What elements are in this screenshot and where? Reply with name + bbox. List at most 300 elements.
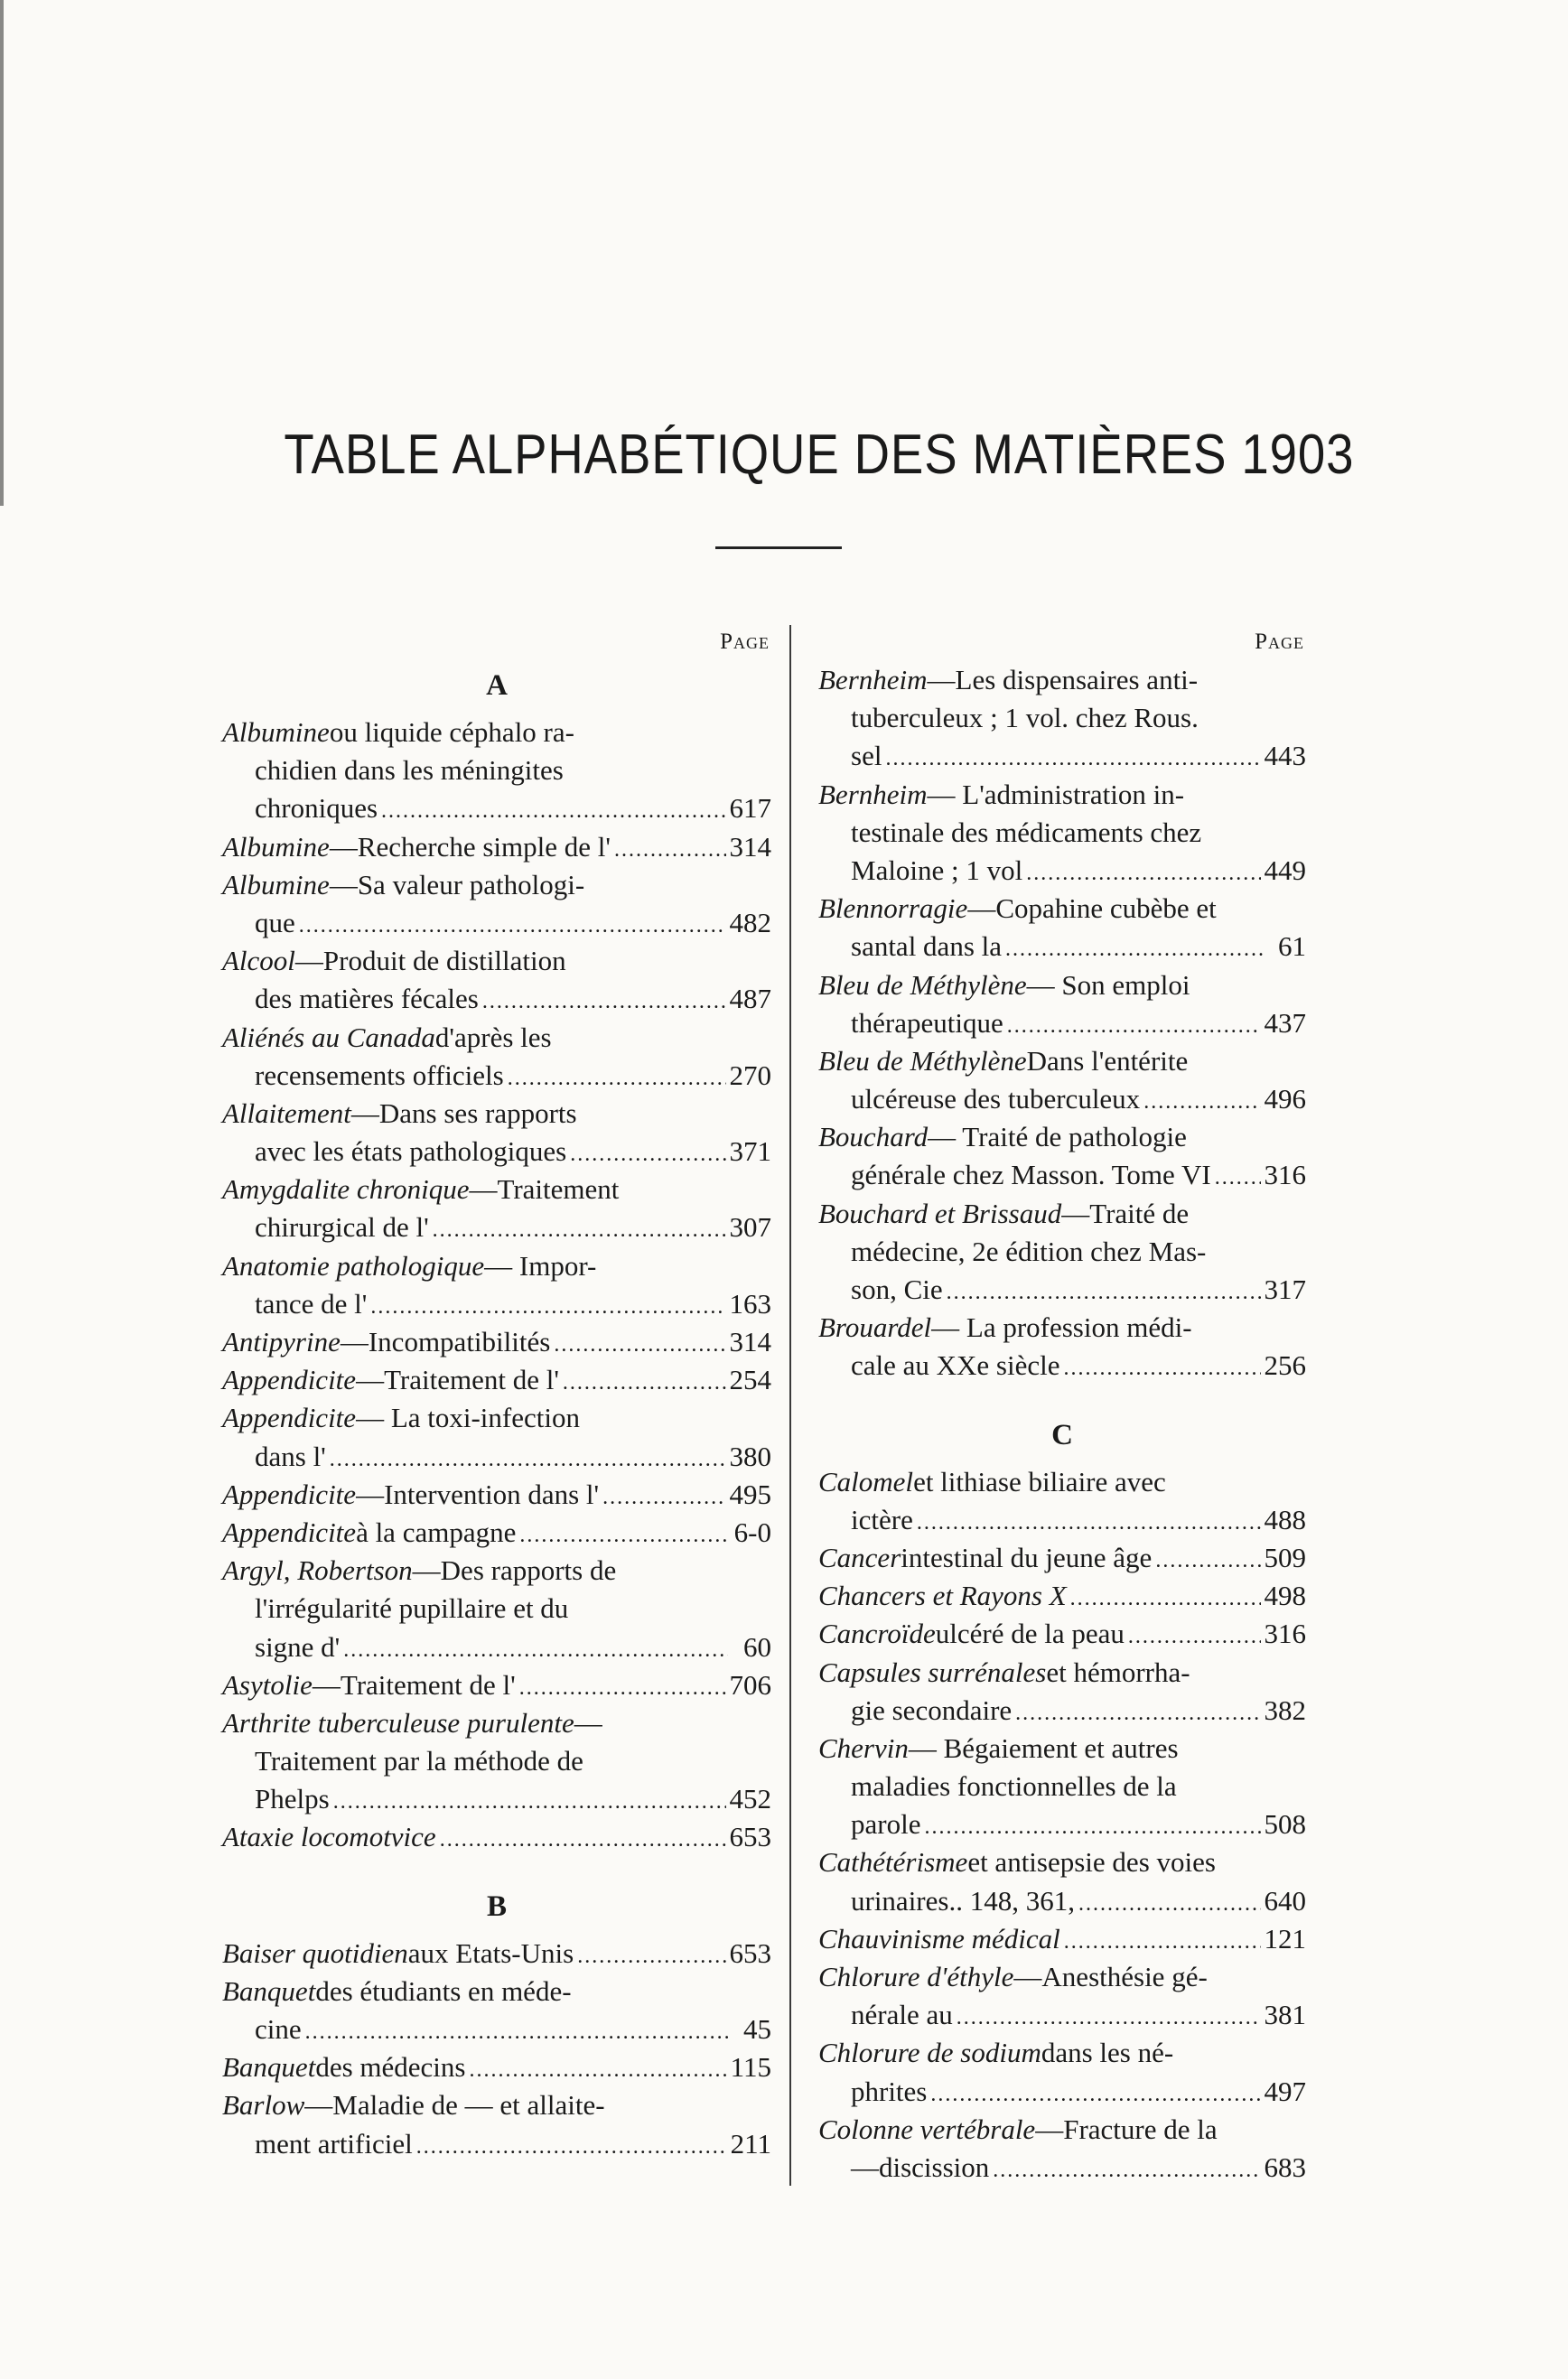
entry-term: Asytolie bbox=[222, 1668, 313, 1701]
entry-line bbox=[818, 1730, 1306, 1768]
index-entry bbox=[818, 661, 1306, 776]
entry-term: Colonne vertébrale bbox=[818, 2113, 1036, 2145]
page-number: 45 bbox=[743, 2013, 771, 2045]
index-entry bbox=[818, 1920, 1306, 1958]
index-entry bbox=[818, 1577, 1306, 1615]
entry-line bbox=[222, 904, 771, 942]
page-number: 496 bbox=[1264, 1083, 1306, 1115]
entry-line bbox=[818, 852, 1306, 890]
entry-text: sel bbox=[851, 740, 882, 772]
leader-dots bbox=[299, 907, 726, 945]
leader-dots bbox=[957, 1999, 1261, 2037]
entry-line bbox=[222, 1247, 771, 1285]
entry-line bbox=[222, 1704, 771, 1742]
entry-text: —Fracture de la bbox=[1035, 2113, 1218, 2145]
entry-line bbox=[818, 1463, 1306, 1501]
entry-line bbox=[818, 2149, 1306, 2187]
leader-dots bbox=[519, 1516, 728, 1554]
entry-line bbox=[222, 1399, 771, 1437]
index-entry bbox=[222, 866, 771, 942]
page-number: 495 bbox=[729, 1478, 771, 1510]
leader-dots bbox=[343, 1631, 728, 1669]
entry-line bbox=[818, 1805, 1306, 1843]
page-label: Page bbox=[720, 630, 770, 654]
entry-line bbox=[222, 1935, 771, 1973]
page-number: 508 bbox=[1264, 1808, 1306, 1841]
entry-term: Banquet bbox=[222, 1974, 316, 2007]
page-title: TABLE ALPHABÉTIQUE DES MATIÈRES 1903 bbox=[284, 424, 1355, 486]
index-entry bbox=[818, 1118, 1306, 1194]
entry-text: aux Etats-Unis bbox=[407, 1936, 574, 1969]
entry-text: recensements officiels bbox=[255, 1059, 504, 1091]
page-number: 617 bbox=[729, 792, 771, 825]
leader-dots bbox=[563, 1364, 726, 1402]
entry-term: Bleu de Méthylène bbox=[818, 1044, 1027, 1077]
entry-line bbox=[222, 1780, 771, 1818]
leader-dots bbox=[1128, 1618, 1261, 1656]
entry-term: Barlow bbox=[222, 2089, 305, 2122]
page-number: 653 bbox=[729, 1821, 771, 1853]
page-number: 509 bbox=[1264, 1541, 1306, 1573]
entry-term: Bouchard bbox=[818, 1121, 929, 1153]
index-entry bbox=[818, 1615, 1306, 1653]
entry-text: parole bbox=[851, 1808, 921, 1841]
page-number: 449 bbox=[1264, 854, 1306, 886]
entry-text: cine bbox=[255, 2013, 302, 2045]
page-number: 61 bbox=[1278, 930, 1306, 963]
entry-line bbox=[818, 890, 1306, 928]
page-number: 317 bbox=[1264, 1273, 1306, 1305]
entry-line bbox=[222, 1628, 771, 1666]
entry-line bbox=[818, 2073, 1306, 2111]
entry-text: nérale au bbox=[851, 1999, 953, 2031]
entry-term: Calomel bbox=[818, 1465, 914, 1497]
entry-line bbox=[222, 1438, 771, 1476]
entry-text: et lithiase biliaire avec bbox=[913, 1465, 1166, 1497]
entry-line bbox=[818, 1195, 1306, 1233]
entry-text: générale chez Masson. Tome VI bbox=[851, 1159, 1211, 1191]
entry-term: Albumine bbox=[222, 868, 330, 900]
leader-dots bbox=[577, 1937, 725, 1975]
page-number: 270 bbox=[729, 1059, 771, 1091]
entry-term: Cancer bbox=[818, 1541, 901, 1573]
leader-dots bbox=[440, 1821, 726, 1859]
index-entry bbox=[818, 1195, 1306, 1310]
leader-dots bbox=[1078, 1885, 1261, 1923]
entry-text: ulcéreuse des tuberculeux bbox=[851, 1083, 1141, 1115]
entry-text: à la campagne bbox=[356, 1516, 517, 1548]
entry-line bbox=[818, 1577, 1306, 1615]
entry-term: Appendicite bbox=[222, 1516, 357, 1548]
leader-dots bbox=[1064, 1923, 1261, 1961]
entry-line bbox=[818, 737, 1306, 775]
index-entry bbox=[818, 1654, 1306, 1730]
entry-text: signe d' bbox=[255, 1630, 341, 1663]
entry-text: —Les dispensaires anti- bbox=[927, 664, 1199, 695]
index-entry bbox=[222, 2048, 771, 2086]
page-number: 371 bbox=[729, 1135, 771, 1168]
entry-line bbox=[222, 866, 771, 904]
index-entry bbox=[818, 966, 1306, 1042]
page-number: 314 bbox=[729, 830, 771, 863]
entry-text: tuberculeux ; 1 vol. chez Rous. bbox=[851, 702, 1199, 734]
entry-line bbox=[818, 1347, 1306, 1385]
entry-line bbox=[818, 1920, 1306, 1958]
entry-text: Maloine ; 1 vol bbox=[851, 854, 1023, 886]
entry-text: — La toxi-infection bbox=[356, 1402, 580, 1434]
entry-term: Aliénés au Canada bbox=[222, 1021, 435, 1053]
entry-term: Antipyrine bbox=[222, 1326, 341, 1357]
index-entry bbox=[222, 1514, 771, 1552]
page-edge-mark bbox=[0, 0, 4, 506]
entry-text: des médecins bbox=[315, 2051, 466, 2084]
entry-line bbox=[222, 2086, 771, 2124]
entry-text: chirurgical de l' bbox=[255, 1211, 429, 1244]
leader-dots bbox=[1070, 1580, 1261, 1618]
entry-text: santal dans la bbox=[851, 930, 1003, 963]
entry-term: Bleu de Méthylène bbox=[818, 968, 1027, 1001]
entry-term: Capsules surrénales bbox=[818, 1656, 1047, 1688]
entry-text: avec les états pathologiques bbox=[255, 1135, 567, 1168]
entry-text: — L'administration in- bbox=[927, 778, 1185, 810]
entry-line bbox=[222, 1552, 771, 1590]
index-entry bbox=[818, 1042, 1306, 1118]
leader-dots bbox=[614, 831, 726, 869]
entry-text: urinaires.. 148, 361, bbox=[851, 1884, 1075, 1917]
entry-text: — Son emploi bbox=[1026, 968, 1190, 1001]
leader-dots bbox=[416, 2128, 727, 2166]
entry-line bbox=[818, 1309, 1306, 1347]
entry-text: — Bégaiement et autres bbox=[908, 1731, 1179, 1764]
entry-line bbox=[222, 1973, 771, 2010]
column-divider bbox=[789, 625, 791, 2186]
index-entry bbox=[222, 714, 771, 828]
leader-dots bbox=[370, 1288, 725, 1326]
entry-line bbox=[222, 789, 771, 827]
entry-term: Banquet bbox=[222, 2051, 316, 2084]
entry-text: thérapeutique bbox=[851, 1006, 1003, 1039]
page-number: 382 bbox=[1264, 1693, 1306, 1726]
leader-dots bbox=[1015, 1694, 1260, 1732]
entry-term: Chauvinisme médical bbox=[818, 1922, 1060, 1955]
leader-dots bbox=[1007, 1007, 1261, 1045]
entry-term: Bernheim bbox=[818, 664, 928, 695]
page-number: 640 bbox=[1264, 1884, 1306, 1917]
entry-text: testinale des médicaments chez bbox=[851, 816, 1202, 848]
index-entry bbox=[818, 1309, 1306, 1385]
page-number: 314 bbox=[729, 1326, 771, 1357]
entry-line bbox=[222, 2125, 771, 2163]
entry-term: Ataxie locomotvice bbox=[222, 1821, 436, 1853]
entry-line bbox=[222, 1133, 771, 1171]
entry-text: cale au XXe siècle bbox=[851, 1349, 1060, 1382]
page-number: 443 bbox=[1264, 740, 1306, 772]
leader-dots bbox=[508, 1059, 726, 1097]
entry-text: —Traitement bbox=[469, 1173, 620, 1206]
entry-term: Bouchard et Brissaud bbox=[818, 1197, 1062, 1229]
index-entry bbox=[818, 2034, 1306, 2110]
entry-line bbox=[818, 661, 1306, 699]
index-entry bbox=[818, 1958, 1306, 2034]
page-number: 60 bbox=[743, 1630, 771, 1663]
entry-text: —Intervention dans l' bbox=[356, 1478, 600, 1510]
entry-text: l'irrégularité pupillaire et du bbox=[255, 1592, 569, 1625]
entry-text: — Impor- bbox=[484, 1249, 597, 1282]
entry-text: gie secondaire bbox=[851, 1693, 1013, 1726]
entry-term: Amygdalite chronique bbox=[222, 1173, 470, 1206]
section-gap bbox=[818, 1385, 1306, 1411]
entry-term: Baiser quotidien bbox=[222, 1936, 408, 1969]
entry-text: et antisepsie des voies bbox=[967, 1846, 1216, 1879]
entry-line bbox=[222, 828, 771, 866]
entry-line bbox=[818, 1882, 1306, 1920]
entry-text: ictère bbox=[851, 1503, 913, 1535]
entry-text: Traitement par la méthode de bbox=[255, 1745, 583, 1777]
entry-line bbox=[818, 966, 1306, 1004]
index-entry bbox=[222, 1704, 771, 1819]
entry-text: ou liquide céphalo ra- bbox=[329, 716, 574, 748]
entry-term: Appendicite bbox=[222, 1402, 357, 1434]
entry-line bbox=[818, 776, 1306, 814]
index-entry bbox=[222, 1247, 771, 1323]
leader-dots bbox=[333, 1783, 726, 1821]
entry-line bbox=[222, 714, 771, 751]
leader-dots bbox=[482, 983, 726, 1021]
entry-line bbox=[818, 1080, 1306, 1118]
index-entry bbox=[818, 2111, 1306, 2187]
entry-line bbox=[222, 1208, 771, 1246]
leader-dots bbox=[433, 1211, 726, 1249]
entry-line bbox=[818, 1654, 1306, 1692]
page-number: 437 bbox=[1264, 1006, 1306, 1039]
entry-line bbox=[818, 1271, 1306, 1309]
entry-line bbox=[222, 1285, 771, 1323]
entry-term: Allaitement bbox=[222, 1096, 351, 1129]
page-number: 380 bbox=[729, 1440, 771, 1472]
entry-text: —Copahine cubèbe et bbox=[967, 892, 1217, 925]
entry-line bbox=[222, 1476, 771, 1514]
index-entry bbox=[818, 1843, 1306, 1919]
entry-text: —Anesthésie gé- bbox=[1013, 1961, 1208, 1992]
leader-dots bbox=[519, 1669, 726, 1707]
page-label: Page bbox=[1255, 630, 1304, 654]
index-entry bbox=[818, 890, 1306, 966]
index-entry bbox=[222, 2086, 771, 2162]
entry-text: Phelps bbox=[255, 1783, 330, 1815]
entry-line bbox=[818, 1843, 1306, 1881]
entry-text: tance de l' bbox=[255, 1287, 368, 1320]
entry-text: — Traité de pathologie bbox=[928, 1121, 1187, 1153]
entry-text: —Recherche simple de l' bbox=[329, 830, 611, 863]
entry-text: —Sa valeur pathologi- bbox=[329, 868, 585, 900]
page-number: 488 bbox=[1264, 1503, 1306, 1535]
entry-line bbox=[818, 1996, 1306, 2034]
leader-dots bbox=[1155, 1542, 1260, 1580]
entry-text: ment artificiel bbox=[255, 2127, 413, 2160]
section-gap bbox=[222, 1857, 771, 1882]
right-column bbox=[818, 623, 1306, 2187]
entry-line bbox=[818, 1958, 1306, 1996]
entry-line bbox=[818, 699, 1306, 737]
entry-text: phrites bbox=[851, 2075, 928, 2107]
entry-line bbox=[222, 751, 771, 789]
entry-term: Chancers et Rayons X bbox=[818, 1580, 1067, 1612]
index-entry bbox=[222, 1399, 771, 1475]
entry-term: Alcool bbox=[222, 945, 295, 977]
index-entry bbox=[222, 1973, 771, 2048]
entry-text: —Traité de bbox=[1061, 1197, 1190, 1229]
entry-term: Albumine bbox=[222, 716, 330, 748]
index-entry bbox=[222, 1935, 771, 1973]
entry-line bbox=[222, 1323, 771, 1361]
entry-text: des étudiants en méde- bbox=[315, 1974, 572, 2007]
entry-line bbox=[818, 1042, 1306, 1080]
entry-line bbox=[818, 1118, 1306, 1156]
index-entry bbox=[222, 942, 771, 1018]
page-number: 683 bbox=[1264, 2150, 1306, 2183]
leader-dots bbox=[305, 2013, 728, 2051]
leader-dots bbox=[924, 1808, 1260, 1846]
entry-line bbox=[222, 1171, 771, 1208]
entry-line bbox=[818, 1233, 1306, 1271]
left-column bbox=[222, 623, 771, 2163]
leader-dots bbox=[330, 1441, 726, 1479]
entry-text: —Produit de distillation bbox=[294, 945, 566, 977]
page-number: 487 bbox=[729, 983, 771, 1015]
entry-line bbox=[222, 2048, 771, 2086]
page-number: 163 bbox=[729, 1287, 771, 1320]
page-number: 482 bbox=[729, 906, 771, 938]
entry-text: —Dans ses rapports bbox=[350, 1096, 577, 1129]
page-number: 254 bbox=[729, 1364, 771, 1396]
entry-text: d'après les bbox=[434, 1021, 552, 1053]
entry-line bbox=[222, 1590, 771, 1628]
leader-dots bbox=[917, 1504, 1261, 1542]
entry-line bbox=[222, 1057, 771, 1095]
page-number: 498 bbox=[1264, 1580, 1306, 1612]
entry-term: Argyl, Robertson bbox=[222, 1554, 413, 1587]
entry-text: ulcéré de la peau bbox=[935, 1618, 1125, 1650]
entry-text: — bbox=[574, 1706, 602, 1739]
entry-line bbox=[818, 1004, 1306, 1042]
entry-text: —Des rapports de bbox=[412, 1554, 617, 1587]
entry-line bbox=[818, 2034, 1306, 2072]
entry-text: —discission bbox=[851, 2150, 990, 2183]
entry-term: Chlorure de sodium bbox=[818, 2037, 1041, 2069]
entry-text: Dans l'entérite bbox=[1026, 1044, 1189, 1077]
page-number: 706 bbox=[729, 1668, 771, 1701]
page-number: 316 bbox=[1264, 1618, 1306, 1650]
entry-term: Albumine bbox=[222, 830, 330, 863]
page-number: 452 bbox=[729, 1783, 771, 1815]
entry-term: Anatomie pathologique bbox=[222, 1249, 485, 1282]
entry-text: —Incompatibilités bbox=[340, 1326, 551, 1357]
entry-text: chidien dans les méningites bbox=[255, 754, 564, 787]
entry-line bbox=[818, 1501, 1306, 1539]
leader-dots bbox=[570, 1135, 725, 1173]
entry-line bbox=[222, 1818, 771, 1856]
index-entry bbox=[222, 1323, 771, 1361]
entry-line bbox=[818, 1768, 1306, 1805]
entry-term: Bernheim bbox=[818, 778, 928, 810]
leader-dots bbox=[602, 1479, 725, 1516]
section-letter: C bbox=[1051, 1418, 1073, 1451]
entry-text: —Maladie de — et allaite- bbox=[304, 2089, 605, 2122]
page-number: 307 bbox=[729, 1211, 771, 1244]
entry-line bbox=[818, 1156, 1306, 1194]
entry-term: Chlorure d'éthyle bbox=[818, 1961, 1014, 1992]
entry-text: que bbox=[255, 906, 295, 938]
entry-text: médecine, 2e édition chez Mas- bbox=[851, 1235, 1207, 1267]
entry-line bbox=[818, 928, 1306, 966]
page-number: 316 bbox=[1264, 1159, 1306, 1191]
leader-dots bbox=[885, 740, 1260, 778]
entry-text: dans l' bbox=[255, 1440, 326, 1472]
index-entry bbox=[222, 1095, 771, 1171]
leader-dots bbox=[1005, 930, 1263, 968]
entry-term: Appendicite bbox=[222, 1364, 357, 1396]
index-entry bbox=[222, 1666, 771, 1704]
entry-text: chroniques bbox=[255, 792, 378, 825]
entry-line bbox=[222, 2010, 771, 2048]
entry-term: Appendicite bbox=[222, 1478, 357, 1510]
leader-dots bbox=[554, 1326, 725, 1364]
index-entry bbox=[818, 1539, 1306, 1577]
entry-text: et hémorrha- bbox=[1046, 1656, 1190, 1688]
entry-line bbox=[222, 1361, 771, 1399]
leader-dots bbox=[1026, 854, 1260, 892]
leader-dots bbox=[1215, 1159, 1261, 1197]
index-entry bbox=[222, 1019, 771, 1095]
leader-dots bbox=[1064, 1349, 1261, 1387]
page-number: 211 bbox=[730, 2127, 771, 2160]
entry-line bbox=[222, 942, 771, 980]
entry-line bbox=[222, 1742, 771, 1780]
leader-dots bbox=[947, 1273, 1261, 1311]
section-letter: B bbox=[486, 1889, 507, 1923]
entry-line bbox=[818, 1539, 1306, 1577]
section-letter: A bbox=[486, 669, 508, 702]
entry-line bbox=[222, 1095, 771, 1133]
entry-text: — La profession médi- bbox=[931, 1311, 1192, 1344]
entry-term: Brouardel bbox=[818, 1311, 932, 1344]
entry-line bbox=[818, 1692, 1306, 1730]
index-entry bbox=[818, 1730, 1306, 1844]
entry-text: —Traitement de l' bbox=[356, 1364, 559, 1396]
entry-text: maladies fonctionnelles de la bbox=[851, 1770, 1177, 1803]
page-number: 497 bbox=[1264, 2075, 1306, 2107]
entry-text: dans les né- bbox=[1041, 2037, 1174, 2069]
page-number: 653 bbox=[729, 1936, 771, 1969]
page-number: 256 bbox=[1264, 1349, 1306, 1382]
index-entry bbox=[222, 1361, 771, 1399]
entry-line bbox=[818, 1615, 1306, 1653]
entry-line bbox=[222, 1666, 771, 1704]
entry-term: Chervin bbox=[818, 1731, 909, 1764]
entry-line bbox=[222, 1019, 771, 1057]
leader-dots bbox=[993, 2151, 1260, 2189]
entry-line bbox=[222, 1514, 771, 1552]
entry-term: Cathétérisme bbox=[818, 1846, 968, 1879]
index-entry bbox=[818, 776, 1306, 891]
index-entry bbox=[222, 828, 771, 866]
entry-line bbox=[222, 980, 771, 1018]
page-number: 6-0 bbox=[733, 1516, 771, 1548]
leader-dots bbox=[930, 2076, 1260, 2113]
index-entry bbox=[818, 1463, 1306, 1539]
index-entry bbox=[222, 1476, 771, 1514]
entry-line bbox=[818, 814, 1306, 852]
